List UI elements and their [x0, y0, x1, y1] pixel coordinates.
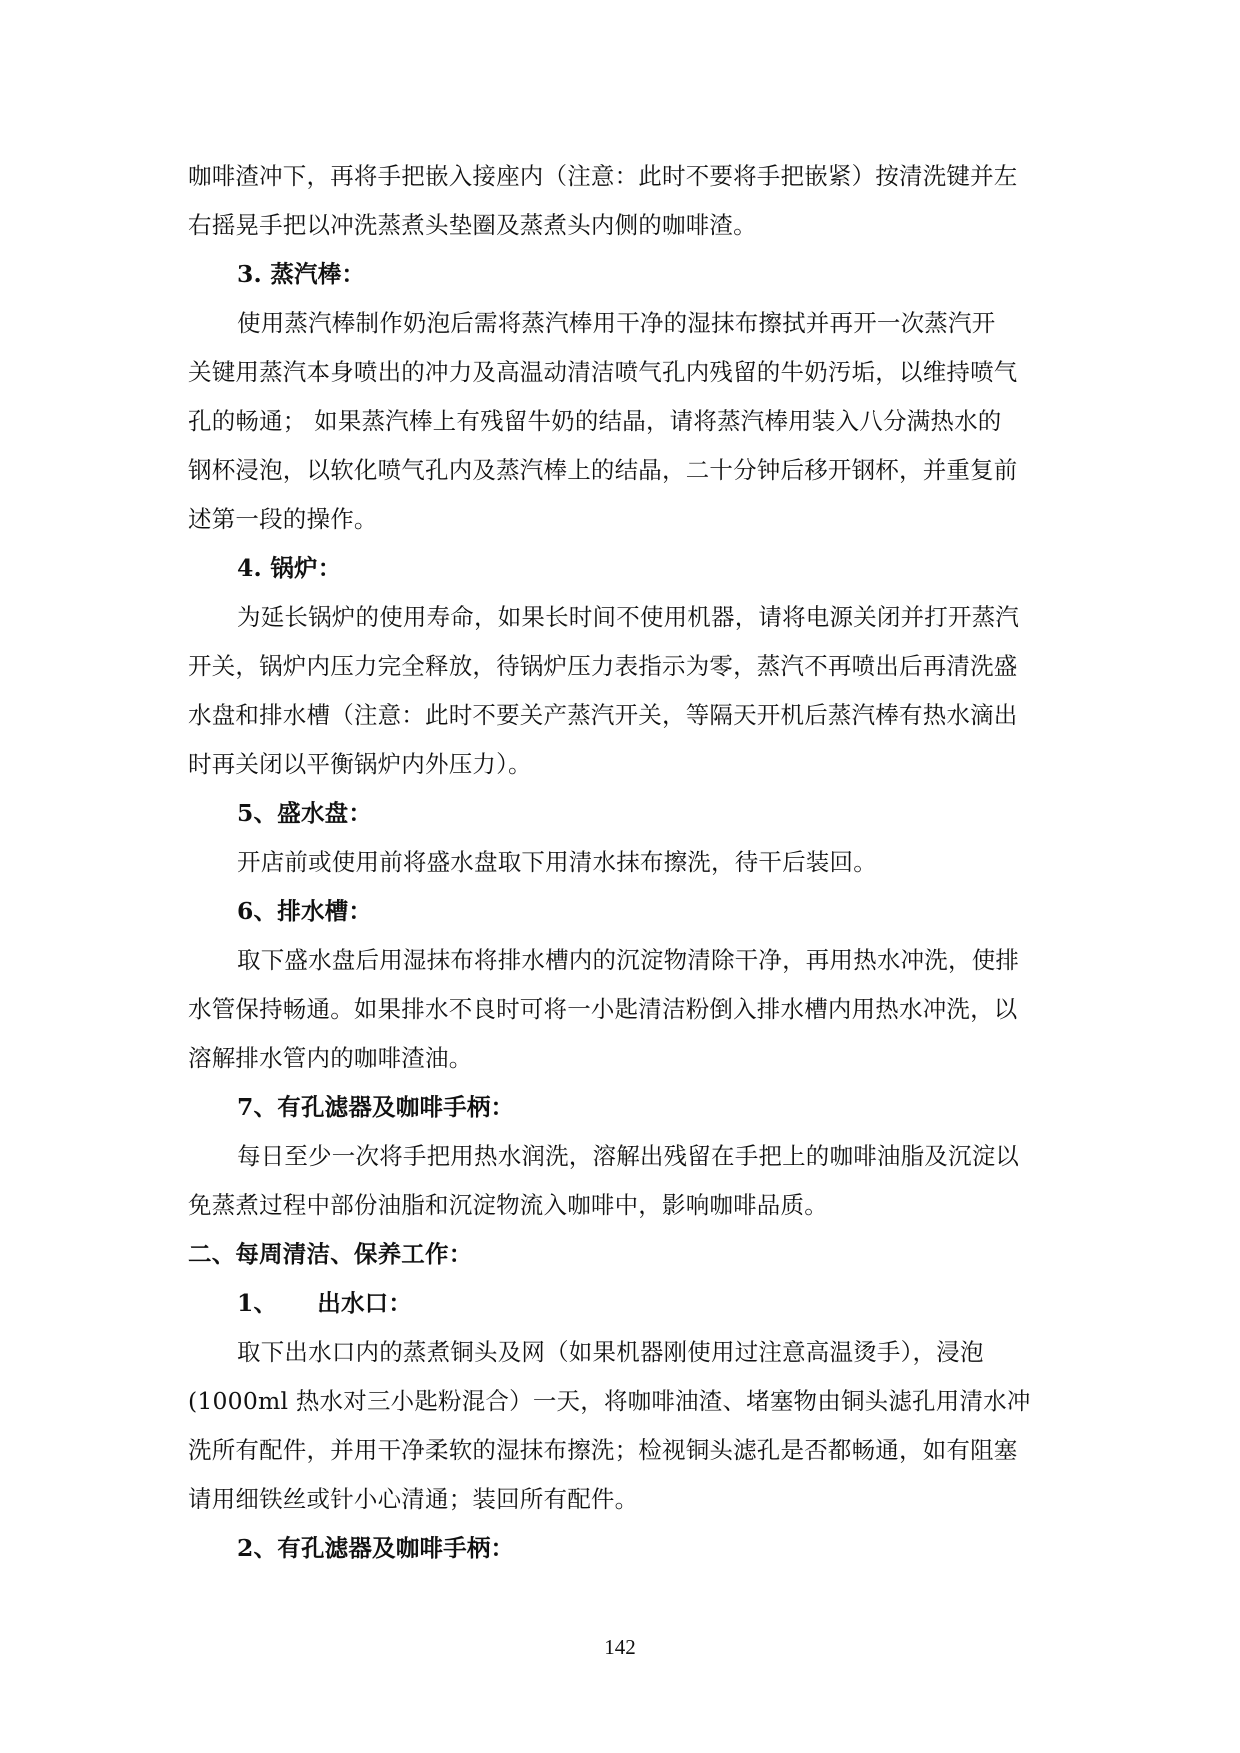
- paragraph-line: 时再关闭以平衡锅炉内外压力）。: [188, 750, 532, 778]
- paragraph-line: 水管保持畅通。如果排水不良时可将一小匙清洁粉倒入排水槽内用热水冲洗，以: [188, 995, 1018, 1023]
- heading-steam-wand: 3. 蒸汽棒：: [237, 260, 366, 288]
- paragraph-line: 开关，锅炉内压力完全释放，待锅炉压力表指示为零，蒸汽不再喷出后再清洗盛: [188, 652, 1018, 680]
- paragraph-line: 请用细铁丝或针小心清通；装回所有配件。: [188, 1485, 639, 1513]
- heading-filter-handle: 7、有孔滤器及咖啡手柄：: [237, 1093, 515, 1121]
- paragraph-line: 为延长锅炉的使用寿命，如果长时间不使用机器，请将电源关闭并打开蒸汽: [237, 603, 1020, 631]
- paragraph-line: 右摇晃手把以冲洗蒸煮头垫圈及蒸煮头内侧的咖啡渣。: [188, 211, 757, 239]
- paragraph-line: 开店前或使用前将盛水盘取下用清水抹布擦洗，待干后装回。: [237, 848, 877, 876]
- heading-water-outlet: [188, 1279, 1054, 1328]
- paragraph-line: 咖啡渣冲下，再将手把嵌入接座内（注意：此时不要将手把嵌紧）按清洗键并左: [188, 162, 1018, 190]
- page-number: 142: [604, 1635, 636, 1659]
- page-content: [188, 152, 1054, 1573]
- paragraph-line: 水盘和排水槽（注意：此时不要关产蒸汽开关，等隔天开机后蒸汽棒有热水滴出: [188, 701, 1018, 729]
- heading-title: 出水口：: [317, 1289, 413, 1317]
- paragraph-line: 关键用蒸汽本身喷出的冲力及高温动清洁喷气孔内残留的牛奶汚垢，以维持喷气: [188, 358, 1018, 386]
- section-heading-weekly: 二、每周清洁、保养工作：: [188, 1240, 473, 1268]
- heading-drain: 6、排水槽：: [237, 897, 373, 925]
- paragraph-line: 钢杯浸泡，以软化喷气孔内及蒸汽棒上的结晶，二十分钟后移开钢杯，并重复前: [188, 456, 1018, 484]
- heading-boiler: 4. 锅炉：: [237, 554, 342, 582]
- paragraph-line: 取下出水口内的蒸煮铜头及网（如果机器刚使用过注意高温烫手），浸泡: [237, 1338, 984, 1366]
- paragraph-line: 洗所有配件，并用干净柔软的湿抹布擦洗；检视铜头滤孔是否都畅通，如有阻塞: [188, 1436, 1018, 1464]
- paragraph-line: 取下盛水盘后用湿抹布将排水槽内的沉淀物清除干净，再用热水冲洗，使排: [237, 946, 1020, 974]
- paragraph-line: (1000ml 热水对三小匙粉混合）一天，将咖啡油渣、堵塞物由铜头滤孔用清水冲: [188, 1387, 1031, 1415]
- paragraph-line: 孔的畅通； 如果蒸汽棒上有残留牛奶的结晶，请将蒸汽棒用装入八分满热水的: [188, 407, 1002, 435]
- paragraph-line: 每日至少一次将手把用热水润洗，溶解出残留在手把上的咖啡油脂及沉淀以: [237, 1142, 1020, 1170]
- heading-number: 1、: [237, 1289, 278, 1317]
- heading-drip-tray: 5、盛水盘：: [237, 799, 373, 827]
- paragraph-line: 溶解排水管内的咖啡渣油。: [188, 1044, 473, 1072]
- paragraph-line: 免蒸煮过程中部份油脂和沉淀物流入咖啡中，影响咖啡品质。: [188, 1191, 828, 1219]
- paragraph-line: 述第一段的操作。: [188, 505, 378, 533]
- paragraph-line: 使用蒸汽棒制作奶泡后需将蒸汽棒用干净的湿抹布擦拭并再开一次蒸汽开: [237, 309, 996, 337]
- heading-filter-handle-weekly: 2、有孔滤器及咖啡手柄：: [237, 1534, 515, 1562]
